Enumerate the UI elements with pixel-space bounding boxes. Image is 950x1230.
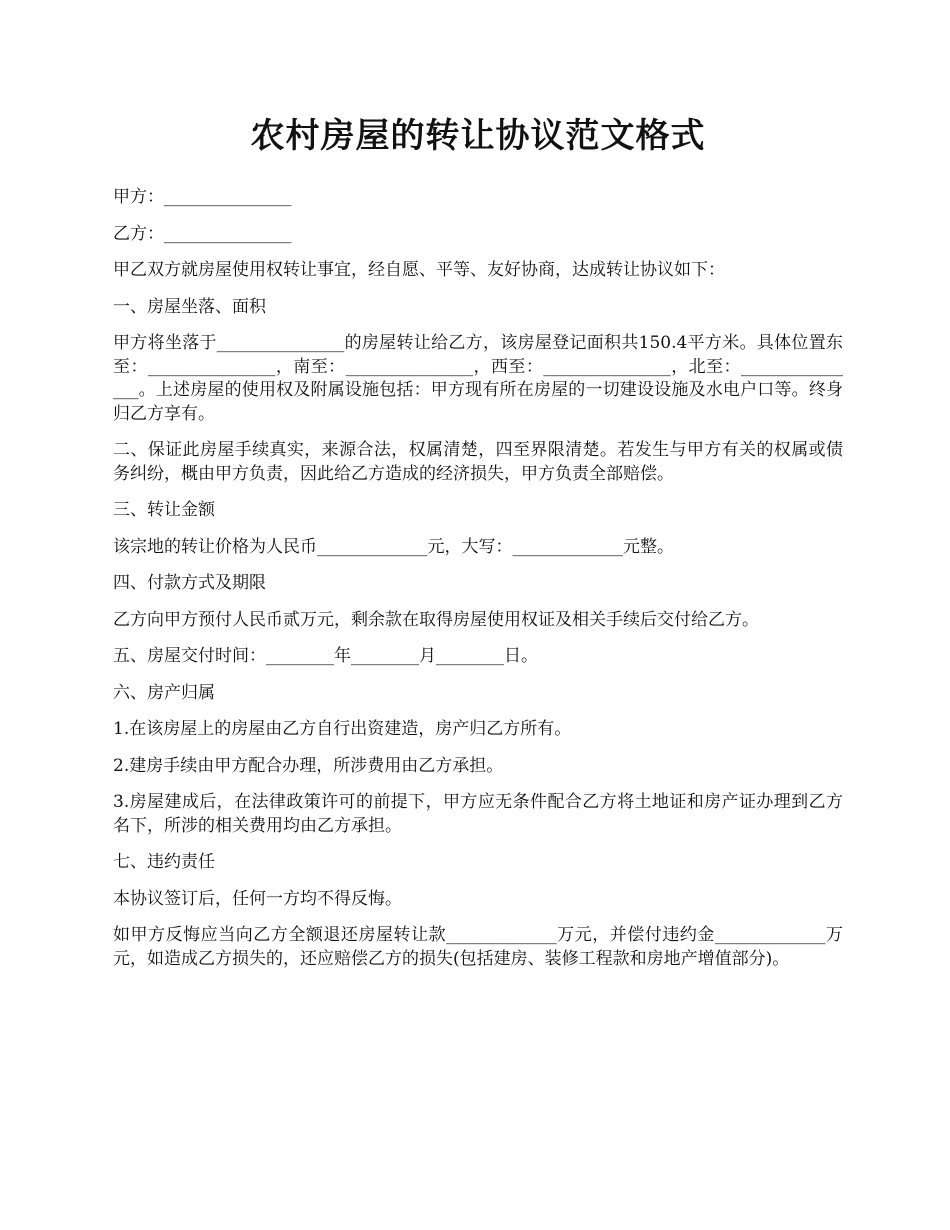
party-a-line: 甲方：_______________ bbox=[113, 187, 292, 207]
payment-paragraph: 乙方向甲方预付人民币贰万元，剩余款在取得房屋使用权证及相关手续后交付给乙方。 bbox=[113, 609, 759, 630]
breach-paragraph-2: 如甲方反悔应当向乙方全额退还房屋转让款_____________万元，并偿付违约金_____________万元，如造成乙方损失的，还应赔偿乙方的损失(包括建房、装修工程款和房地产增值部分)。 bbox=[113, 925, 843, 969]
delivery-time-line: 五、房屋交付时间：________年________月________日。 bbox=[113, 646, 538, 666]
intro-paragraph: 甲乙双方就房屋使用权转让事宜，经自愿、平等、友好协商，达成转让协议如下： bbox=[113, 260, 725, 280]
party-b-line: 乙方：_______________ bbox=[113, 223, 292, 244]
ownership-item-1: 1.在该房屋上的房屋由乙方自行出资建造，房产归乙方所有。 bbox=[113, 719, 572, 739]
section-heading-breach: 七、违约责任 bbox=[113, 852, 215, 872]
section-heading-ownership: 六、房产归属 bbox=[113, 682, 215, 703]
transfer-price-paragraph: 该宗地的转让价格为人民币_____________元，大写：_____________元整。 bbox=[113, 536, 674, 557]
breach-paragraph-1: 本协议签订后，任何一方均不得反悔。 bbox=[113, 888, 402, 909]
ownership-item-2: 2.建房手续由甲方配合办理，所涉费用由乙方承担。 bbox=[113, 755, 504, 776]
section-heading-payment: 四、付款方式及期限 bbox=[113, 573, 266, 593]
document-page bbox=[113, 110, 843, 984]
guarantee-paragraph: 二、保证此房屋手续真实，来源合法，权属清楚，四至界限清楚。若发生与甲方有关的权属或债务纠纷，概由甲方负责，因此给乙方造成的经济损失，甲方负责全部赔偿。 bbox=[113, 440, 843, 484]
ownership-item-3: 3.房屋建成后，在法律政策许可的前提下，甲方应无条件配合乙方将土地证和房产证办理到乙方名下，所涉的相关费用均由乙方承担。 bbox=[113, 792, 843, 836]
document-title: 农村房屋的转让协议范文格式 bbox=[250, 116, 706, 156]
section-heading-location-area: 一、房屋坐落、面积 bbox=[113, 296, 266, 317]
section-heading-transfer-amount: 三、转让金额 bbox=[113, 500, 215, 520]
location-area-paragraph: 甲方将坐落于_______________的房屋转让给乙方，该房屋登记面积共150.4平方米。具体位置东至：_______________，南至：_______________，西至：_______________，北至：_______________。上述房屋的使用权及附属设施包括：甲方现有所在房屋的一切建设设施及水电户口等。终身归乙方享有。 bbox=[113, 333, 843, 424]
